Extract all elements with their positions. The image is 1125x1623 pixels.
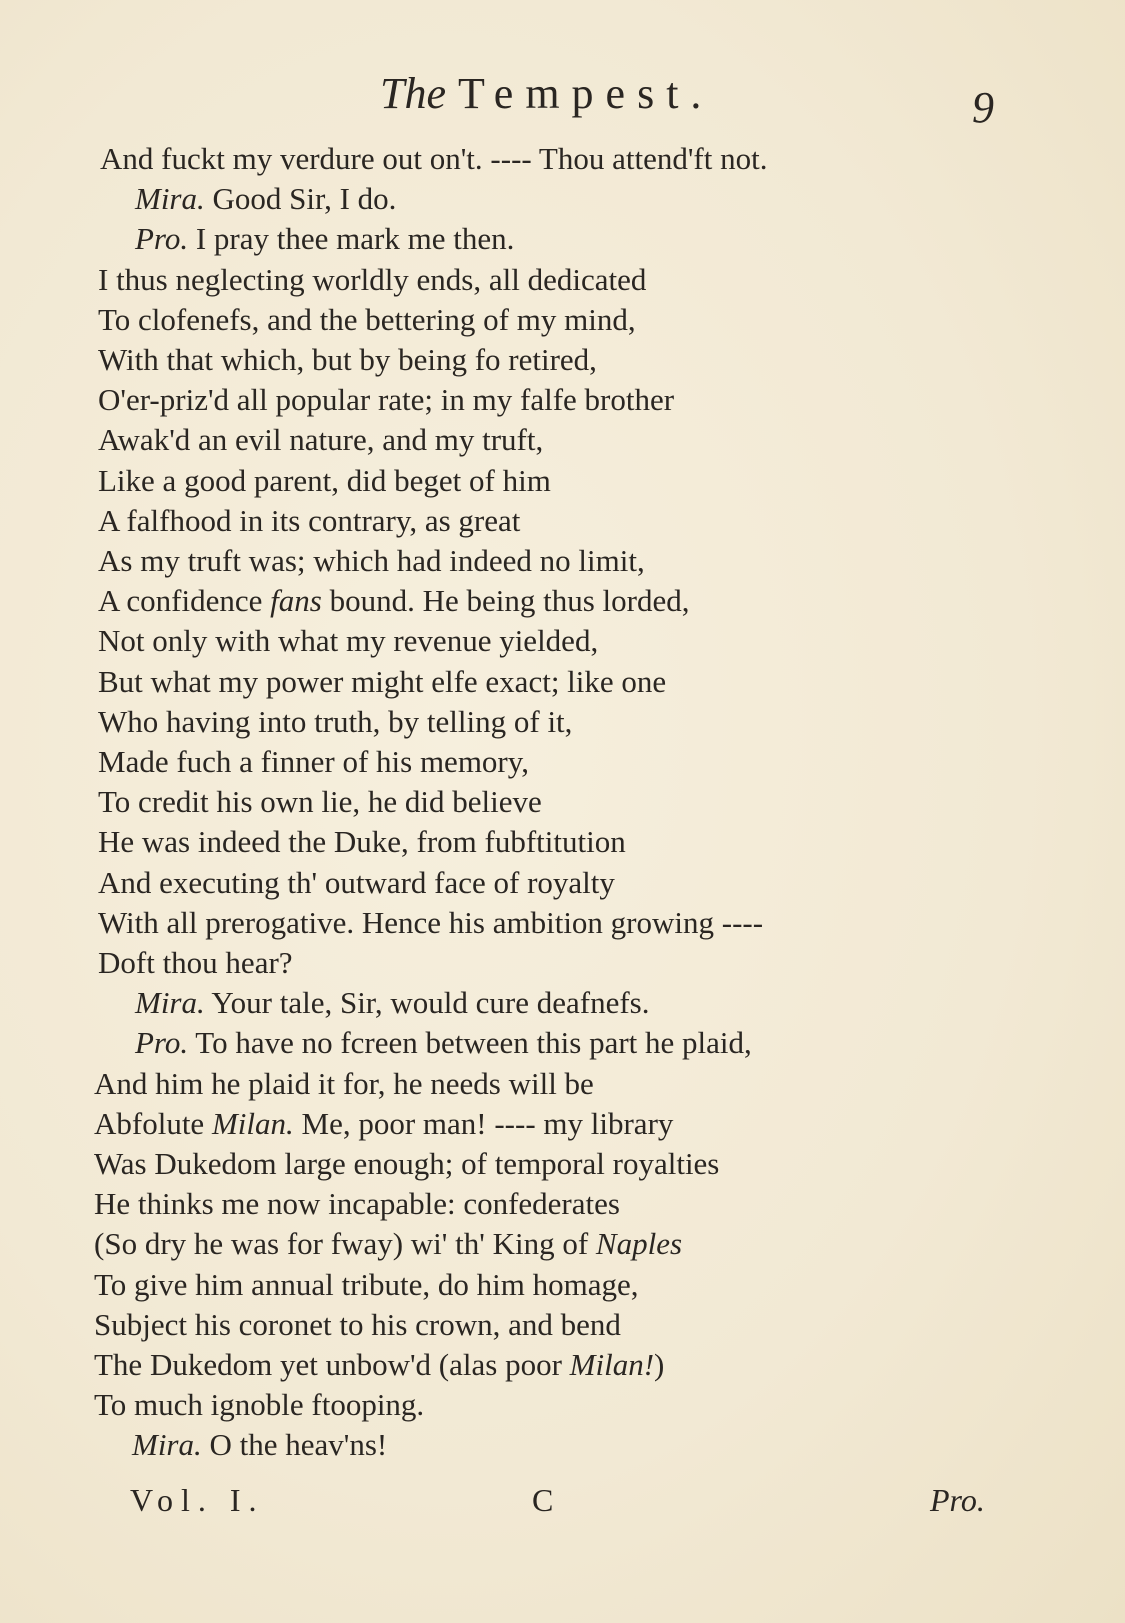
text-line: [98, 261, 647, 297]
text-segment: Was Dukedom large enough; of temporal royalties: [94, 1146, 720, 1181]
text-segment: Like a good parent, did beget of him: [98, 462, 551, 498]
text-segment: But what my power might elfe exact; like one: [98, 663, 667, 699]
text-line: [98, 824, 626, 860]
text-line: [100, 143, 767, 174]
text-line: [98, 703, 573, 739]
catchword: Pro.: [930, 1482, 985, 1518]
text-line: [98, 864, 615, 900]
page-number: 9: [972, 83, 994, 132]
text-segment: And him he plaid it for, he needs will be: [94, 1065, 594, 1101]
text-segment: To credit his own lie, he did believe: [98, 784, 542, 820]
text-line: [94, 1226, 683, 1262]
italic-segment: Mira.: [135, 181, 205, 217]
text-line: [94, 1306, 621, 1342]
text-segment: With all prerogative. Hence his ambition growing ----: [98, 904, 764, 940]
italic-segment: Milan!: [569, 1347, 655, 1382]
text-segment: Awak'd an evil nature, and my truft,: [98, 422, 544, 458]
italic-segment: Mira.: [135, 985, 205, 1021]
italic-segment: Naples: [595, 1226, 683, 1262]
text-segment: To clofenefs, and the bettering of my mind,: [98, 301, 636, 337]
text-segment: A confidence: [98, 583, 271, 619]
text-line: [132, 1427, 388, 1463]
text-segment: Doft thou hear?: [98, 945, 293, 980]
text-line: [98, 784, 542, 820]
text-segment: And fuckt my verdure out on't. ---- Thou attend'ft not.: [100, 141, 768, 176]
running-title: [380, 68, 713, 119]
text-line: [135, 985, 650, 1021]
text-line: [94, 1105, 674, 1141]
text-segment: I pray thee mark me then.: [188, 221, 515, 257]
text-line: [98, 462, 551, 498]
volume-mark: Vol. I.: [130, 1482, 265, 1518]
italic-segment: Mira.: [132, 1427, 202, 1463]
text-line: [98, 904, 764, 940]
italic-segment: Milan.: [211, 1105, 294, 1141]
text-segment: O the heav'ns!: [201, 1427, 388, 1463]
text-segment: With that which, but by being fo retired,: [98, 342, 597, 377]
text-segment: Who having into truth, by telling of it,: [98, 703, 573, 739]
text-line: [135, 221, 515, 257]
text-segment: Me, poor man! ---- my library: [293, 1105, 674, 1141]
text-line: [98, 947, 293, 978]
text-segment: I thus neglecting worldly ends, all dedicated: [98, 261, 647, 297]
text-segment: Abfolute: [94, 1105, 212, 1141]
text-line: [94, 1349, 664, 1380]
text-segment: To give him annual tribute, do him homage,: [94, 1266, 639, 1302]
text-segment: A falfhood in its contrary, as great: [98, 502, 521, 538]
text-segment: The Dukedom yet unbow'd (alas poor: [94, 1347, 570, 1382]
italic-segment: Pro.: [135, 1025, 189, 1061]
text-line: [98, 382, 675, 418]
text-line: [98, 422, 544, 458]
text-segment: And executing th' outward face of royalty: [98, 864, 615, 900]
text-segment: Not only with what my revenue yielded,: [98, 623, 599, 659]
italic-segment: Pro.: [135, 221, 189, 257]
text-segment: (So dry he was for fway) wi' th' King of: [94, 1226, 596, 1262]
text-line: [98, 583, 690, 619]
italic-segment: fans: [270, 583, 322, 619]
text-line: [135, 1025, 752, 1061]
text-segment: O'er-priz'd all popular rate; in my falfe brother: [98, 382, 675, 418]
text-line: [94, 1186, 620, 1222]
text-segment: Subject his coronet to his crown, and bend: [94, 1306, 621, 1342]
running-title-main: Tempest.: [458, 69, 714, 118]
text-line: [98, 545, 645, 576]
text-line: [98, 301, 636, 337]
text-segment: He thinks me now incapable: confederates: [94, 1186, 620, 1222]
text-segment: Your tale, Sir, would cure deafnefs.: [204, 985, 650, 1021]
text-line: [98, 502, 521, 538]
text-segment: bound. He being thus lorded,: [321, 583, 690, 619]
text-line: [94, 1065, 594, 1101]
text-segment: To much ignoble ftooping.: [94, 1387, 425, 1423]
text-line: [135, 181, 397, 217]
text-line: [94, 1387, 425, 1423]
text-segment: He was indeed the Duke, from fubftitution: [98, 824, 626, 860]
running-title-prefix: The: [380, 69, 446, 118]
text-segment: ): [654, 1347, 665, 1382]
text-line: [98, 663, 667, 699]
text-line: [98, 344, 597, 375]
text-line: [98, 623, 599, 659]
text-segment: As my truft was; which had indeed no limit,: [98, 543, 645, 578]
text-line: [94, 1266, 639, 1302]
text-line: [98, 746, 529, 777]
text-segment: To have no fcreen between this part he plaid,: [188, 1025, 752, 1061]
text-line: [94, 1148, 719, 1179]
signature-mark: C: [532, 1482, 554, 1518]
text-segment: Made fuch a finner of his memory,: [98, 744, 529, 779]
text-segment: Good Sir, I do.: [204, 181, 397, 217]
